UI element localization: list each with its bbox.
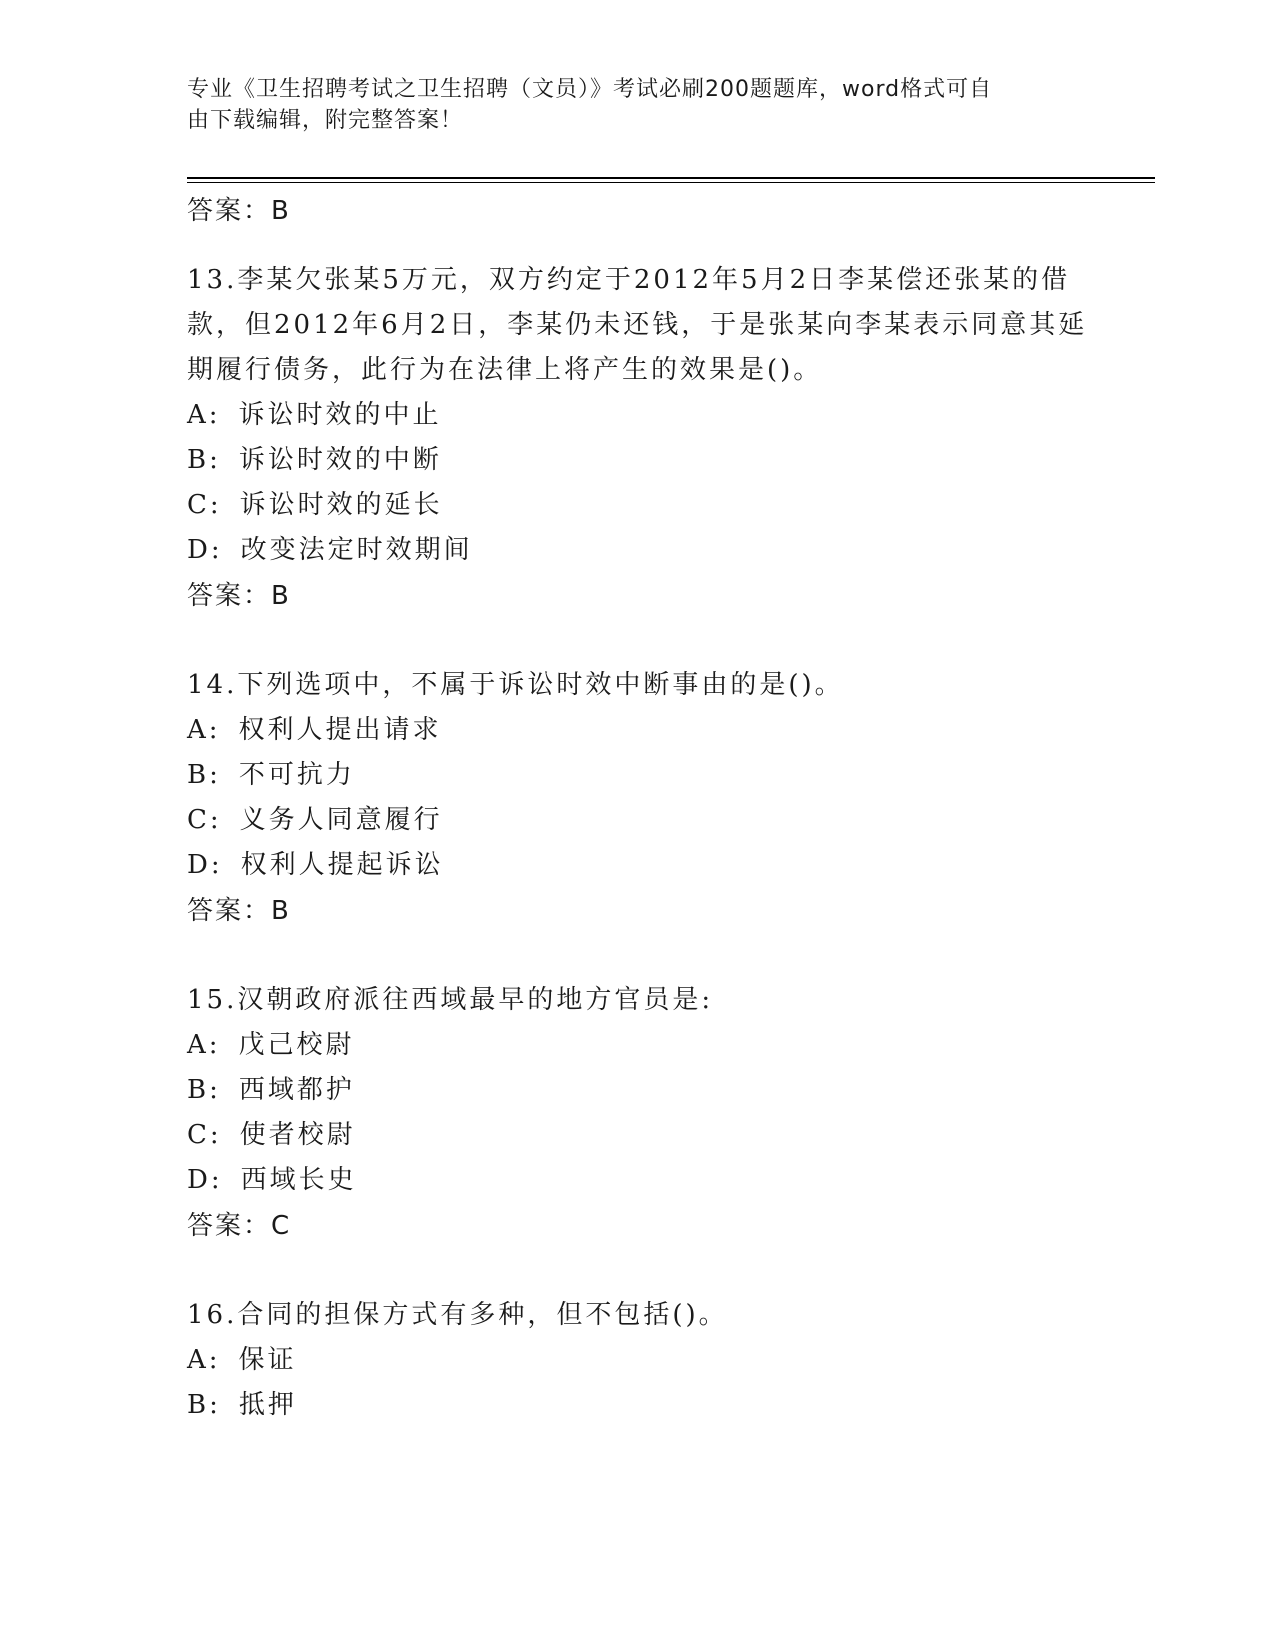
option-text: 保证	[238, 1345, 297, 1375]
option-key: D:	[187, 850, 223, 880]
question-15	[187, 978, 1107, 1249]
option-key: B:	[187, 1390, 221, 1420]
option-key: B:	[187, 1075, 221, 1105]
option-b	[187, 1383, 1107, 1428]
option-c	[187, 798, 1107, 843]
option-a	[187, 1338, 1107, 1383]
option-a	[187, 1023, 1107, 1068]
question-answer: 答案：B	[187, 896, 291, 926]
option-key: B:	[187, 445, 221, 475]
option-key: C:	[187, 805, 222, 835]
option-d	[187, 528, 1107, 573]
option-text: 改变法定时效期间	[240, 535, 473, 565]
option-key: B:	[187, 760, 221, 790]
option-key: A:	[187, 400, 221, 430]
option-key: C:	[187, 1120, 222, 1150]
question-16	[187, 1293, 1107, 1428]
option-text: 使者校尉	[239, 1120, 356, 1150]
question-stem: 15.汉朝政府派往西域最早的地方官员是:	[187, 985, 714, 1015]
option-text: 不可抗力	[238, 760, 355, 790]
option-a	[187, 708, 1107, 753]
option-text: 权利人提出请求	[238, 715, 442, 745]
header-divider-thin	[187, 182, 1155, 183]
header-divider-thick	[187, 177, 1155, 179]
option-b	[187, 438, 1107, 483]
option-text: 抵押	[238, 1390, 297, 1420]
question-answer: 答案：B	[187, 581, 291, 611]
option-text: 义务人同意履行	[239, 805, 443, 835]
option-text: 戊己校尉	[238, 1030, 355, 1060]
question-13	[187, 258, 1107, 619]
question-stem: 14.下列选项中，不属于诉讼时效中断事由的是()。	[187, 670, 844, 700]
document-header	[187, 74, 1067, 136]
option-text: 诉讼时效的中止	[238, 400, 442, 430]
option-c	[187, 483, 1107, 528]
question-stem: 16.合同的担保方式有多种，但不包括()。	[187, 1300, 728, 1330]
option-text: 权利人提起诉讼	[240, 850, 444, 880]
question-14	[187, 663, 1107, 934]
option-key: A:	[187, 1030, 221, 1060]
header-line-2: 由下载编辑，附完整答案！	[187, 108, 464, 133]
option-c	[187, 1113, 1107, 1158]
option-b	[187, 1068, 1107, 1113]
option-key: D:	[187, 535, 223, 565]
option-text: 西域都护	[238, 1075, 355, 1105]
option-key: A:	[187, 715, 221, 745]
option-key: A:	[187, 1345, 221, 1375]
option-text: 诉讼时效的延长	[239, 490, 443, 520]
option-b	[187, 753, 1107, 798]
question-stem: 13.李某欠张某5万元，双方约定于2012年5月2日李某偿还张某的借款，但2012年6月2日，李某仍未还钱，于是张某向李某表示同意其延期履行债务，此行为在法律上将产生的效果是()。	[187, 265, 1088, 385]
option-key: C:	[187, 490, 222, 520]
option-a	[187, 393, 1107, 438]
option-d	[187, 1158, 1107, 1203]
option-key: D:	[187, 1165, 223, 1195]
option-text: 西域长史	[240, 1165, 357, 1195]
header-line-1: 专业《卫生招聘考试之卫生招聘（文员）》考试必刷200题题库，word格式可自	[187, 77, 993, 102]
option-d	[187, 843, 1107, 888]
question-answer: 答案：C	[187, 1211, 292, 1241]
previous-answer: 答案：B	[187, 196, 291, 226]
option-text: 诉讼时效的中断	[238, 445, 442, 475]
question-list	[187, 188, 1107, 1428]
